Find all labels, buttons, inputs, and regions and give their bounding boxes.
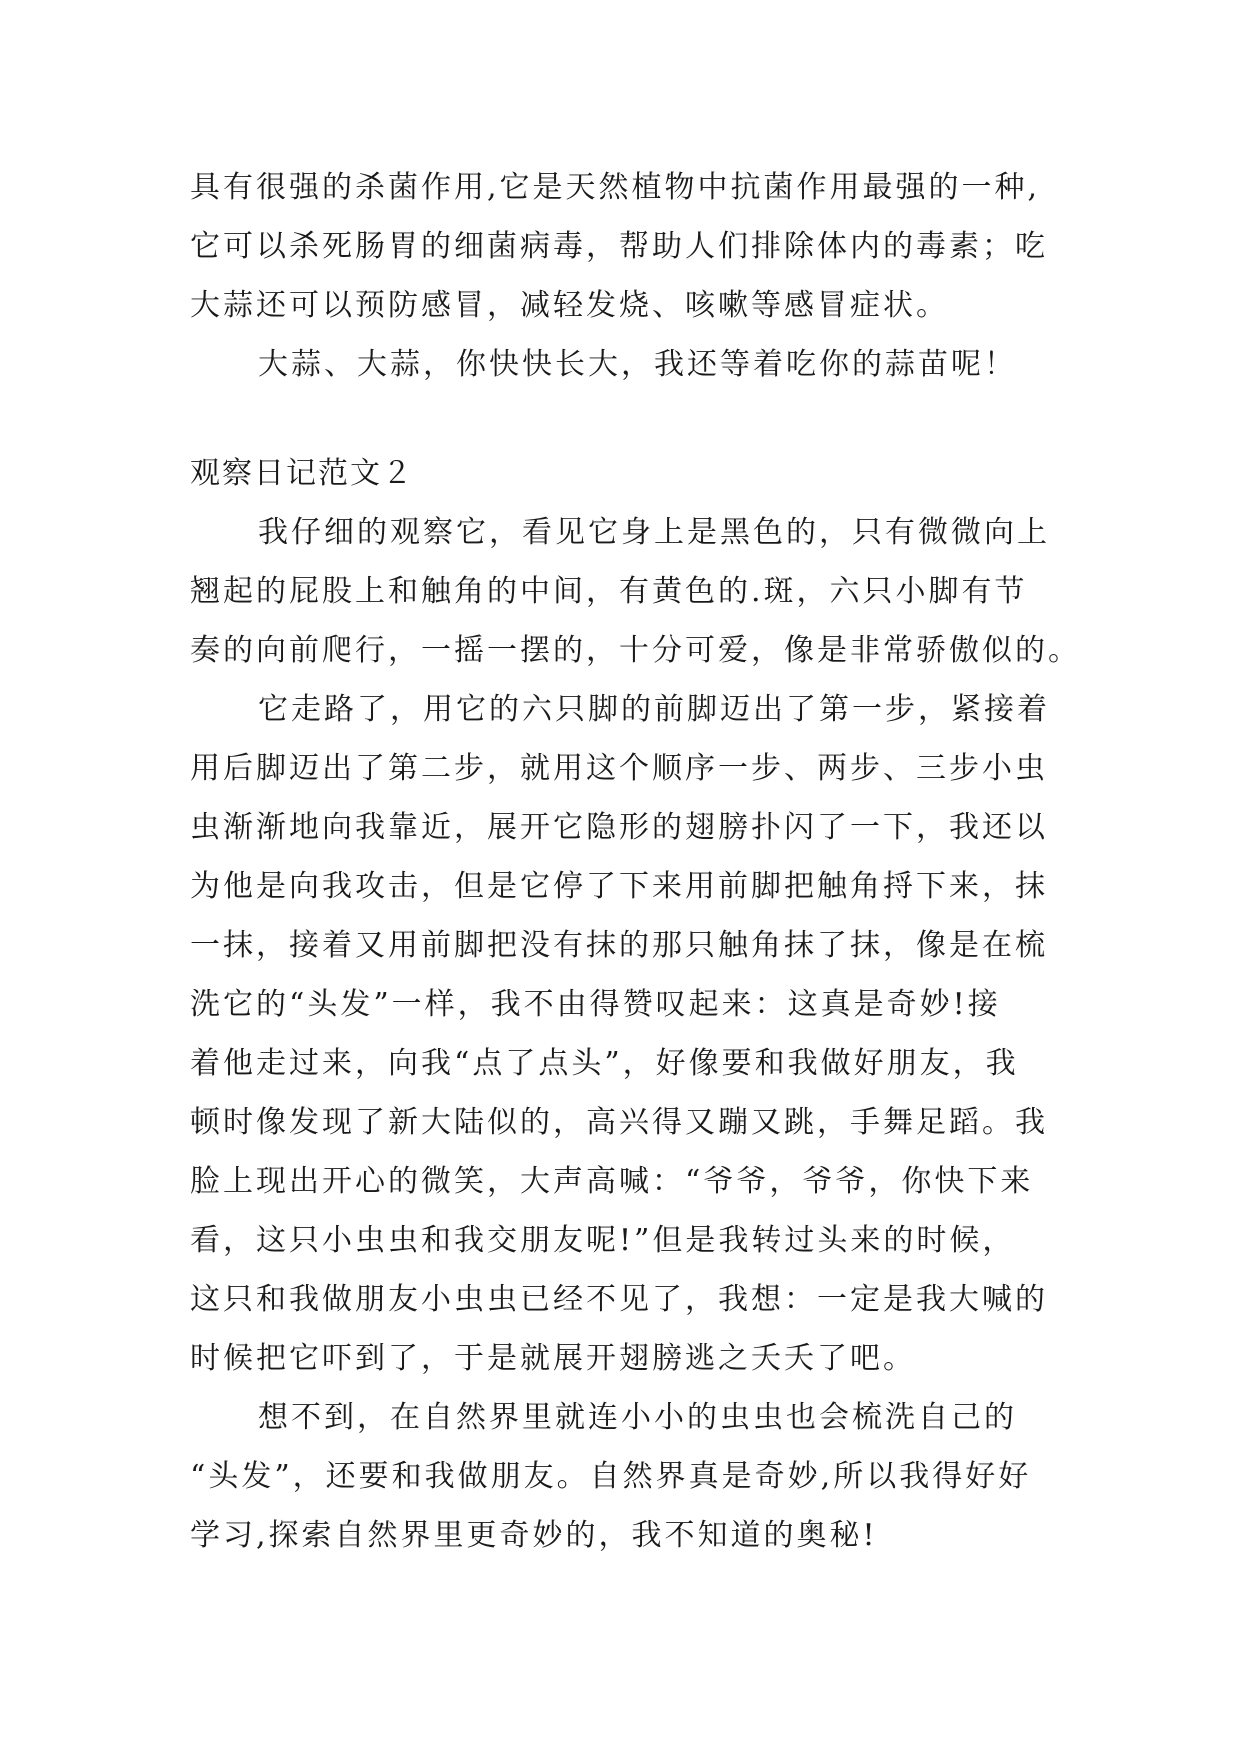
- text-line: 它走路了，用它的六只脚的前脚迈出了第一步，紧接着: [258, 692, 1050, 727]
- text-line: 具有很强的杀菌作用,它是天然植物中抗菌作用最强的一种,: [190, 170, 1041, 205]
- text-line: “头发”，还要和我做朋友。自然界真是奇妙,所以我得好好: [190, 1459, 1032, 1494]
- text-line: 大蒜还可以预防感冒，减轻发烧、咳嗽等感冒症状。: [190, 288, 949, 323]
- text-line: 一抹，接着又用前脚把没有抹的那只触角抹了抹，像是在梳: [190, 928, 1048, 963]
- text-line: 用后脚迈出了第二步，就用这个顺序一步、两步、三步小虫: [190, 751, 1048, 786]
- text-line: 时候把它吓到了，于是就展开翅膀逃之夭夭了吧。: [190, 1341, 916, 1376]
- text-line: 虫渐渐地向我靠近，展开它隐形的翅膀扑闪了一下，我还以: [190, 810, 1048, 845]
- section-title: 观察日记范文２: [190, 456, 414, 491]
- text-line: 为他是向我攻击，但是它停了下来用前脚把触角捋下来，抹: [190, 869, 1048, 904]
- text-line: 洗它的“头发”一样，我不由得赞叹起来：这真是奇妙!接: [190, 987, 1001, 1022]
- text-line: 这只和我做朋友小虫虫已经不见了，我想：一定是我大喊的: [190, 1282, 1048, 1317]
- text-line: 着他走过来，向我“点了点头”，好像要和我做好朋友，我: [190, 1046, 1019, 1081]
- text-line: 大蒜、大蒜，你快快长大，我还等着吃你的蒜苗呢！: [258, 347, 1017, 382]
- text-line: 脸上现出开心的微笑，大声高喊：“爷爷，爷爷，你快下来: [190, 1164, 1034, 1199]
- text-line: 翘起的屁股上和触角的中间，有黄色的.斑，六只小脚有节: [190, 574, 1028, 609]
- text-line: 我仔细的观察它，看见它身上是黑色的，只有微微向上: [258, 515, 1050, 550]
- text-line: 想不到，在自然界里就连小小的虫虫也会梳洗自己的: [258, 1400, 1017, 1435]
- text-line: 顿时像发现了新大陆似的，高兴得又蹦又跳，手舞足蹈。我: [190, 1105, 1048, 1140]
- text-line: 看，这只小虫虫和我交朋友呢!”但是我转过头来的时候，: [190, 1223, 1016, 1258]
- text-line: 学习,探索自然界里更奇妙的，我不知道的奥秘!: [190, 1518, 878, 1553]
- text-line: 它可以杀死肠胃的细菌病毒，帮助人们排除体内的毒素；吃: [190, 229, 1048, 264]
- text-line: 奏的向前爬行，一摇一摆的，十分可爱，像是非常骄傲似的。: [190, 633, 1081, 668]
